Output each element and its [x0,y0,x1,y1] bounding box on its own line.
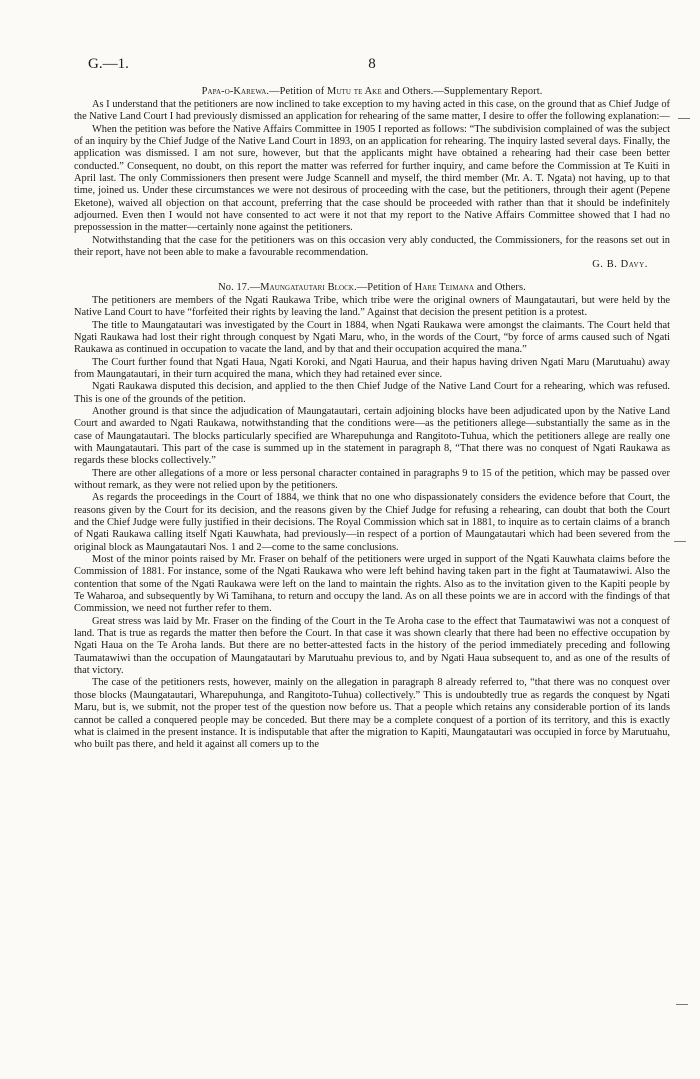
paragraph: Ngati Raukawa disputed this decision, and applied to the then Chief Judge of the Native Land Court for a rehearing, which was refused. This is one of the grounds of the petition. [74,381,670,405]
section-heading-maungatautari [74,282,670,293]
paragraph: Another ground is that since the adjudication of Maungatautari, certain adjoining blocks have been adjudicated upon by the Native Land Court and awarded to Ngati Raukawa, notwithstanding that the conditions were—as the petitioners allege—substantially the same as in the case of Maungatautari. The blocks particularly specified are Wharepuhunga and Rangitoto-Tuhua, which the petitioners allege are really one with Maungatautari. This part of the case is summed up in the statement in paragraph 8, “That there was no conquest of Ngati Raukawa as regards these blocks collectively.” [74,405,670,467]
paragraph: When the petition was before the Native Affairs Committee in 1905 I reported as follows: “The subdivision complained of was the subject of an inquiry by the Chief Judge of the Native Land Court in 1893, on an application for rehearing. The inquiry lasted several days. Finally, the application was dismissed. I am not sure, however, but that the applicants might have obtained a rehearing had their case been better conducted.” Consequent, no doubt, on this report the matter was referred for further inquiry, and came before the Commission at Te Kuiti in April last. The only Commissioners then present were Judge Scannell and myself, the third member (Mr. A. T. Ngata) not having, up to that time, joined us. Under these circumstances we were not desirous of proceeding with the case, but the petitioners, through their agent (Pepene Eketone), waived all objection on that account, preferring that the case should be proceeded with rather than that it should be indefinitely adjourned. Even then I would not have consented to act were it not that my report to the Native Affairs Committee showed that I had no prepossession in the matter—certainly none against the petitioners. [74,123,670,234]
paragraph: The Court further found that Ngati Haua, Ngati Koroki, and Ngati Haurua, and their hapus having driven Ngati Maru (Marutuahu) away from Maungatautari, in their turn acquired the mana, which they had retained ever since. [74,356,670,380]
heading-place-name: Papa-o-Karewa. [201,86,270,97]
document-reference: G.—1. [88,56,129,72]
paragraph: Most of the minor points raised by Mr. Fraser on behalf of the petitioners were urged in support of the Ngati Kauwhata claims before the Commission of 1881. For instance, some of the Ngati Raukawa who were left behind having taken part in the fight at Taumatawiwi. Also the contention that some of the Ngati Raukawa were left on the land to maintain the rights. Also as to the invitation given to the Kapiti people by Te Waharoa, and subsequently by Wi Tamihana, to return and occupy the land. As on all these points we are in accord with the findings of that Commission, we need not further refer to them. [74,554,670,615]
signature-name: G. B. Davy. [592,259,648,271]
heading-petitioner-name: Hare Teimana [414,281,475,293]
paragraph: The petitioners are members of the Ngati Raukawa Tribe, which tribe were the original owners of Maungatautari, but were held by the Native Land Court to have “forfeited their rights by leaving the land.” Against that decision the present petition is a protest. [74,294,670,319]
paragraph: As regards the proceedings in the Court of 1884, we think that no one who dispassionately considers the evidence before that Court, the reasons given by the Court for its decision, and the reasons given by the Chief Judge for refusing a rehearing, can doubt that both the Court and the Chief Judge were fully justified in their decisions. The Royal Commission which sat in 1881, to inquire as to certain claims of a branch of Ngati Raukawa calling itself Ngati Kauwhata, had previously—in respect of a portion of Maungatautari which had been severed from the original block as Maungatautari Nos. 1 and 2—come to the same conclusions. [74,492,670,553]
heading-text-rest: and Others. [474,281,526,293]
heading-text-rest: and Others.—Supplementary Report. [381,86,543,97]
heading-number: No. 17.— [218,281,261,293]
paragraph: As I understand that the petitioners are now inclined to take exception to my having acted in this case, on the ground that as Chief Judge of the Native Land Court I had previously dismissed an application for rehearing of the same matter, I desire to offer the following explanation:— [74,99,670,123]
page-header [74,56,670,78]
paragraph: The title to Maungatautari was investigated by the Court in 1884, when Ngati Raukawa were amongst the claimants. The Court held that Ngati Raukawa had lost their right through conquest by Ngati Maru, who, in the words of the Court, “by force of arms caused such of Ngati Raukawa as continued in occupation to vacate the land, and by that and their occupation acquired the mana.” [74,319,670,356]
heading-text: —Petition of [356,281,415,293]
heading-petitioner-name: Mutu te Ake [326,86,382,97]
page-number: 8 [368,56,376,72]
section-heading-papa-o-karewa [74,86,670,97]
paragraph: Great stress was laid by Mr. Fraser on the finding of the Court in the Te Aroha case to the effect that Taumatawiwi was not a conquest of land. That is true as regards the matter then before the Court. In that case it was shown clearly that there had been no effective occupation by Ngati Haua on the Te Aroha lands. But there are no better-attested facts in the history of the period immediately preceding and following Taumatawiwi than the occupation of Maungatautari by Marutuahu previous to, and by Ngati Haua subsequent to, and as one of the results of that victory. [74,615,670,677]
signature [74,259,670,271]
document-page [74,56,670,752]
paragraph: Notwithstanding that the case for the petitioners was on this occasion very ably conducted, the Commissioners, for the reasons set out in their report, have not been able to make a favourable recommendation. [74,234,670,259]
heading-block-name: Maungatautari Block. [260,281,357,293]
margin-mark [676,1004,688,1005]
paragraph: The case of the petitioners rests, however, mainly on the allegation in paragraph 8 already referred to, “that there was no conquest over those blocks (Maungatautari, Wharepuhunga, and Rangitoto-Tuhua) collectively.” This is undoubtedly true as regards the conquest by Ngati Maru, but is, we submit, not the proper test of the question now before us. That a people which retains any considerable portion of its lands cannot be called a conquered people may be conceded. But there may be a complete conquest of a portion of its territory, and this is exactly what is claimed in the present instance. It is indisputable that after the migration to Kapiti, Maungatautari was occupied in force by Marutuahu, who built pas there, and held it against all comers up to the [74,677,670,751]
margin-mark [674,541,686,542]
heading-text: —Petition of [269,86,327,97]
margin-mark [678,118,690,119]
paragraph: There are other allegations of a more or less personal character contained in paragraphs 9 to 15 of the petition, which may be passed over without remark, as they were not relied upon by the petitioners. [74,467,670,491]
